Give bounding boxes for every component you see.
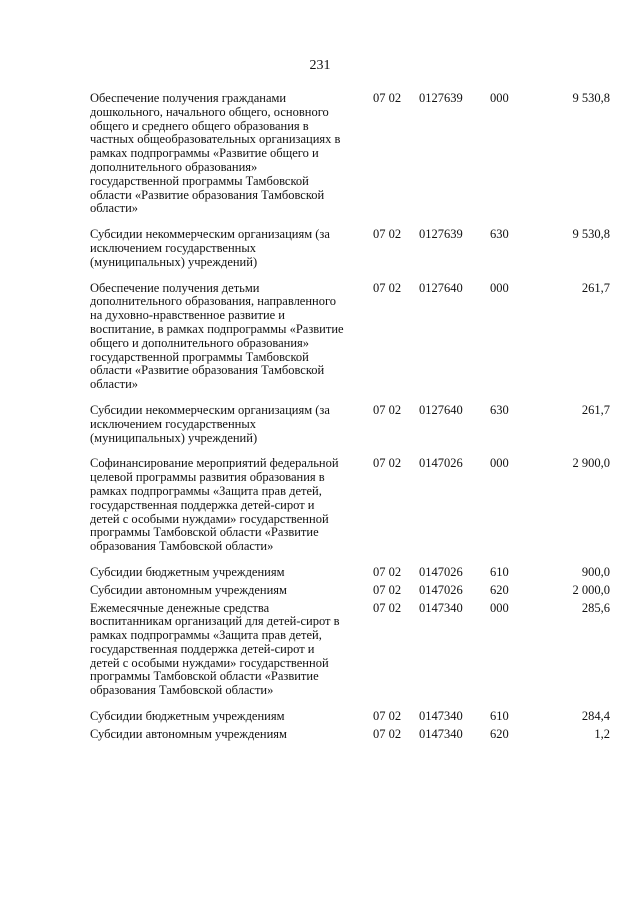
table-row <box>90 566 610 584</box>
expense-type-code: 620 <box>490 726 509 741</box>
section-code: 07 02 <box>373 600 402 615</box>
amount: 284,4 <box>581 709 610 724</box>
expense-name: Ежемесячные денежные средства воспитанникам организаций для детей-сирот в рамках подпрограммы «Защита прав детей, государственная поддержка детей-сирот и детей с особыми нуждами» государственной программы Тамбовской области «Развитие образования Тамбовской области» <box>90 600 340 698</box>
section-code: 07 02 <box>373 227 402 242</box>
target-article-code: 0147340 <box>419 600 463 615</box>
amount: 285,6 <box>581 600 610 615</box>
section-code: 07 02 <box>373 91 402 105</box>
table-row <box>90 457 610 566</box>
expense-type-code: 620 <box>490 582 509 597</box>
expense-type-code: 000 <box>490 91 509 105</box>
expense-type-code: 000 <box>490 456 509 471</box>
amount: 2 000,0 <box>572 582 610 597</box>
target-article-code: 0147340 <box>419 726 463 741</box>
expense-type-code: 610 <box>490 564 509 579</box>
target-article-code: 0147026 <box>419 582 463 597</box>
expense-name: Субсидии автономным учреждениям <box>90 726 287 741</box>
expense-name: Субсидии бюджетным учреждениям <box>90 564 285 579</box>
table-row <box>90 282 610 404</box>
table-row <box>90 710 610 728</box>
section-code: 07 02 <box>373 726 402 741</box>
amount: 261,7 <box>581 280 610 295</box>
section-code: 07 02 <box>373 709 402 724</box>
amount: 261,7 <box>581 402 610 417</box>
table-row <box>90 728 610 746</box>
table-row <box>90 228 610 281</box>
section-code: 07 02 <box>373 456 402 471</box>
expense-name: Субсидии бюджетным учреждениям <box>90 709 285 724</box>
budget-table <box>90 92 610 746</box>
expense-name: Обеспечение получения гражданами дошкольного, начального общего, основного общего и среднего общего образования в частных общеобразовательных организациях в рамках подпрограммы «Развитие общего и дополнительного образования» государственной программы Тамбовской области «Развитие образования Тамбовской области» <box>90 91 341 216</box>
section-code: 07 02 <box>373 402 402 417</box>
target-article-code: 0127639 <box>419 91 463 105</box>
section-code: 07 02 <box>373 582 402 597</box>
amount: 9 530,8 <box>572 91 610 105</box>
expense-type-code: 630 <box>490 402 509 417</box>
expense-type-code: 630 <box>490 227 509 242</box>
target-article-code: 0147340 <box>419 709 463 724</box>
section-code: 07 02 <box>373 280 402 295</box>
table-row <box>90 602 610 711</box>
section-code: 07 02 <box>373 564 402 579</box>
target-article-code: 0147026 <box>419 456 463 471</box>
expense-type-code: 000 <box>490 600 509 615</box>
expense-type-code: 610 <box>490 709 509 724</box>
expense-name: Софинансирование мероприятий федеральной целевой программы развития образования в рамках подпрограммы «Защита прав детей, государственная поддержка детей-сирот и детей с особыми нуждами» государственной программы Тамбовской области «Развитие образования Тамбовской области» <box>90 456 339 554</box>
expense-name: Субсидии некоммерческим организациям (за исключением государственных (муниципальных) учреждений) <box>90 402 330 445</box>
amount: 2 900,0 <box>572 456 610 471</box>
page-number: 231 <box>309 58 331 73</box>
amount: 9 530,8 <box>572 227 610 242</box>
amount: 1,2 <box>594 726 610 741</box>
expense-name: Обеспечение получения детьми дополнительного образования, направленного на духовно-нравственное развитие и воспитание, в рамках подпрограммы «Развитие общего и дополнительного образования» государственной программы Тамбовской области «Развитие образования Тамбовской области» <box>90 280 344 392</box>
table-row <box>90 584 610 602</box>
expense-name: Субсидии некоммерческим организациям (за исключением государственных (муниципальных) учреждений) <box>90 227 330 269</box>
amount: 900,0 <box>581 564 610 579</box>
expense-name: Субсидии автономным учреждениям <box>90 582 287 597</box>
table-row <box>90 404 610 457</box>
expense-type-code: 000 <box>490 280 509 295</box>
target-article-code: 0127640 <box>419 402 463 417</box>
target-article-code: 0127640 <box>419 280 463 295</box>
table-row <box>90 92 610 228</box>
target-article-code: 0147026 <box>419 564 463 579</box>
target-article-code: 0127639 <box>419 227 463 242</box>
